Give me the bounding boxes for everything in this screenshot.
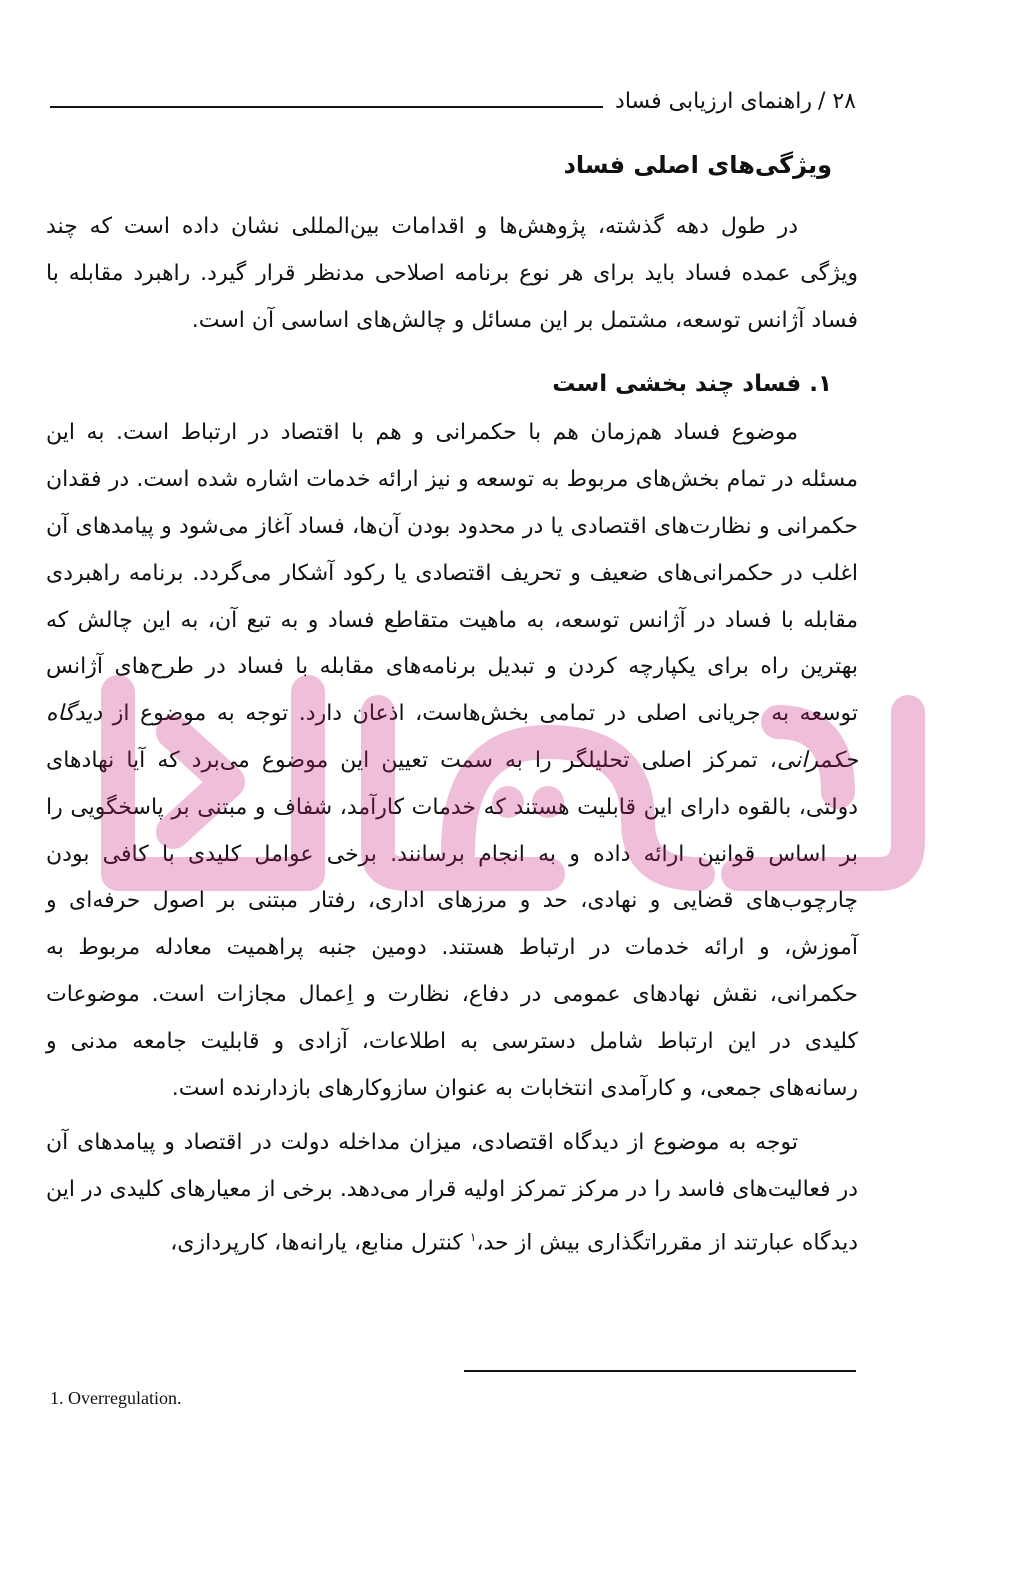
paragraph-governance-text-1: موضوع فساد هم‌زمان هم با حکمرانی و هم با اقتصاد در ارتباط است. به این مسئله در تمام بخش‌های مربوط به توسعه و نیز ارائه خدمات اشاره شده است. در فقدان حکمرانی و نظارت‌های اقتصادی یا در محدود بودن آن‌ها، فساد آغاز می‌شود و پیامدهای آن اغلب در حکمرانی‌های ضعیف و تحریف اقتصادی یا رکود آشکار می‌گردد. برنامه راهبردی مقابله با فساد در آژانس توسعه، به ماهیت متقاطع فساد و به تبع آن، به این چالش که بهترین راه برای یکپارچه کردن و تبدیل برنامه‌های مقابله با فساد در طرح‌های آژانس توسعه به جریانی اصلی در تمامی بخش‌هاست، اذعان دارد. توجه به موضوع از [46, 420, 858, 727]
paragraph-governance [46, 410, 858, 1112]
paragraph-economic-text-1: توجه به موضوع از دیدگاه اقتصادی، میزان مداخله دولت در اقتصاد و پیامدهای آن در فعالیت‌های فاسد را در مرکز تمرکز اولیه قرار می‌دهد. برخی از معیارهای کلیدی در این دیدگاه عبارتند از مقرراتگذاری بیش از حد، [46, 1130, 858, 1256]
paragraph-economic [46, 1120, 858, 1267]
italic-term: دیدگاه حکمرانی [46, 701, 858, 773]
book-title: راهنمای ارزیابی فساد [615, 89, 812, 114]
running-header [50, 78, 856, 114]
paragraph-economic-text-2: کنترل منابع، یارانه‌ها، کارپردازی، [170, 1230, 470, 1256]
paragraph-governance-text-2: ، تمرکز اصلی تحلیلگر را به سمت تعیین این موضوع می‌برد که آیا نهادهای دولتی، بالقوه دارای این قابلیت هستند که خدمات کارآمد، شفاف و مبتنی بر پاسخگویی را بر اساس قوانین ارائه داده و به انجام برسانند. برخی عوامل کلیدی با کافی بودن چارچوب‌های قضایی و نهادی، حد و مرزهای اداری، رفتار مبتنی بر اصول حرفه‌ای و آموزش، و ارائه خدمات در ارتباط هستند. دومین جنبه پراهمیت معادله مربوط به حکمرانی، نقش نهادهای عمومی در دفاع، نظارت و اِعمال مجازات است. موضوعات کلیدی در این ارتباط شامل دسترسی به اطلاعات، آزادی و قابلیت جامعه مدنی و رسانه‌های جمعی، و کارآمدی انتخابات به عنوان سازوکارهای بازدارنده است. [46, 747, 858, 1101]
intro-paragraph: در طول دهه گذشته، پژوهش‌ها و اقدامات بین‌المللی نشان داده است که چند ویژگی عمده فساد باید برای هر نوع برنامه اصلاحی مدنظر قرار گیرد. راهبرد مقابله با فساد آژانس توسعه، مشتمل بر این مسائل و چالش‌های اساسی آن است. [46, 214, 858, 333]
page-number: ۲۸ / [817, 89, 856, 114]
section-title: ویژگی‌های اصلی فساد [563, 151, 832, 179]
footnote-reference[interactable]: ۱ [469, 1229, 477, 1244]
subheading-multisectoral: ۱. فساد چند بخشی است [552, 371, 832, 398]
footnote: 1. Overregulation. [50, 1388, 182, 1408]
footnote-rule [464, 1370, 856, 1372]
page-content [46, 138, 858, 1267]
header-rule [50, 106, 603, 108]
